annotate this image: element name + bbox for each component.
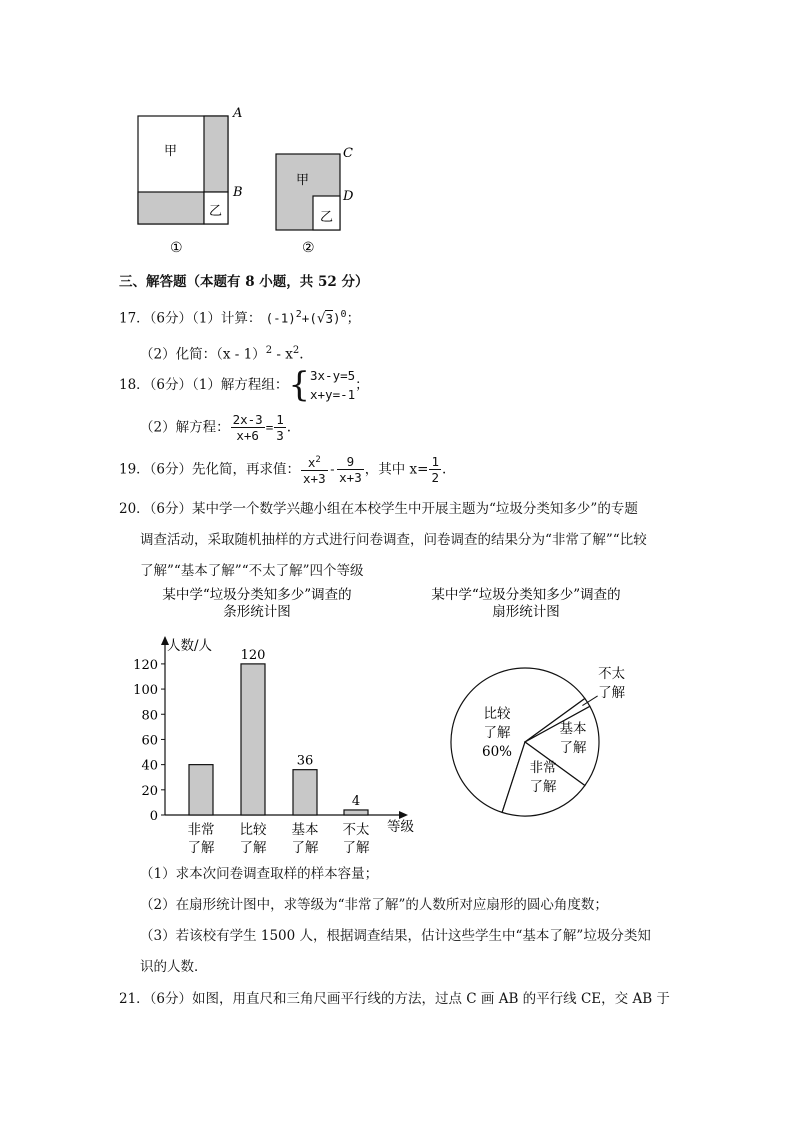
pie-slice-label: 了解 [529, 779, 557, 795]
pie-slice-label: 了解 [483, 725, 511, 741]
q19-f2-num: 9 [337, 454, 364, 470]
q17-part2: （2）化简：（x - 1） [140, 346, 266, 363]
q19-line [119, 453, 446, 486]
pie-slice-label: 不太 [598, 665, 626, 682]
bar [293, 770, 317, 815]
q17-number: 17．（6分）（1）计算： [119, 310, 262, 327]
fig1-label-b: B [233, 185, 243, 200]
category-label-line1: 比较 [239, 822, 267, 838]
bar-chart-title-line2: 条形统计图 [223, 604, 291, 620]
fig2-yi: 乙 [320, 210, 334, 225]
pie-slice-label: 了解 [559, 740, 587, 756]
fig1-shaded-bottom [138, 192, 204, 224]
category-label-line2: 了解 [187, 840, 215, 856]
q18-lhs-den: x+6 [236, 428, 259, 443]
q19-mid: ，其中 x= [364, 461, 429, 478]
bar-chart [125, 580, 430, 860]
q20-sub2: （2）在扇形统计图中，求等级为“非常了解”的人数所对应扇形的圆心角度数； [140, 897, 608, 913]
bar-data-label: 36 [296, 753, 314, 769]
pie-slice-label: 了解 [598, 684, 626, 701]
q20-sub3b: 识的人数． [140, 959, 208, 975]
pie-slice-label: 非常 [529, 760, 557, 776]
q17-part2-exp: 2 [265, 345, 273, 356]
q17-exp2: 0 [340, 309, 347, 320]
bar-chart-xlabel: 等级 [387, 819, 414, 835]
q17-end1: ； [346, 310, 361, 327]
q18-line2 [140, 412, 291, 443]
q17-line1 [119, 305, 360, 329]
q17-expr1: (-1) [265, 310, 296, 326]
y-tick-label: 120 [133, 657, 158, 673]
q19-number: 19．（6分）先化简，再求值： [119, 461, 301, 478]
q18-part2: （2）解方程： [140, 419, 230, 436]
q18-lhs-num: 2x-3 [232, 412, 263, 427]
bar-chart-ylabel: 人数/人 [167, 638, 213, 654]
fig1-shaded-right [204, 116, 228, 192]
square-figures [130, 100, 370, 260]
sqrt-icon: √ [316, 310, 326, 327]
y-tick-label: 40 [141, 758, 158, 774]
y-tick-label: 60 [141, 733, 158, 749]
q18-line1 [119, 366, 369, 408]
q21-line1: 21．（6分）如图，用直尺和三角尺画平行线的方法，过点 C 画 AB 的平行线 CE，交 AB 于 [119, 991, 670, 1007]
bar [189, 765, 213, 815]
y-tick-label: 100 [133, 683, 158, 699]
pie-chart [420, 580, 670, 820]
q19-frac2 [337, 454, 364, 485]
q19-minus: - [328, 461, 337, 477]
q18-number: 18．（6分）（1）解方程组： [119, 377, 289, 393]
q18-end2: . [286, 419, 292, 436]
q17-sqrt-open: ( [309, 310, 317, 326]
q17-part2-end: . [299, 346, 304, 363]
q17-line2 [140, 341, 304, 365]
pie-chart-title-line2: 扇形统计图 [492, 604, 560, 620]
q17-exp1: 2 [295, 309, 302, 320]
q19-f1-num [301, 453, 328, 471]
q19-end: . [441, 461, 447, 478]
category-label-line2: 了解 [342, 840, 370, 856]
pie-slice-label: 基本 [559, 721, 587, 737]
section-header: 三、解答题（本题有 8 小题，共 52 分） [119, 274, 369, 290]
q19-f1-num-base: x [307, 455, 316, 471]
pie-chart-title-line1: 某中学“垃圾分类知多少”调查的 [431, 587, 621, 603]
q18-eq: = [265, 419, 274, 435]
fig2-label-c: C [343, 146, 353, 161]
category-label-line1: 基本 [291, 822, 319, 838]
pie-slice-label: 比较 [483, 706, 511, 722]
bar-chart-yticks [133, 658, 165, 824]
q18-eq1: 3x-y=5 [310, 368, 356, 383]
q19-f1-den: x+3 [303, 471, 326, 487]
category-label-line2: 了解 [239, 840, 267, 856]
q18-system [310, 366, 355, 404]
bar-chart-bars [189, 648, 368, 815]
q18-lhs-frac [231, 412, 265, 443]
bar [344, 810, 368, 815]
fig1-yi: 乙 [209, 204, 223, 219]
bar-chart-categories [188, 821, 370, 856]
fig2-label-d: D [343, 189, 354, 204]
fig2-jia: 甲 [296, 173, 310, 188]
bar-data-label: 120 [240, 647, 266, 663]
q18-eq2: x+y=-1 [310, 387, 356, 402]
y-tick-label: 0 [149, 809, 158, 824]
q19-x-num: 1 [431, 454, 439, 470]
brace-icon: { [288, 365, 310, 405]
category-label-line2: 了解 [291, 840, 319, 856]
q19-f1-num-exp: 2 [315, 455, 321, 465]
q18-rhs-frac [274, 412, 286, 443]
q17-sqrt-close: ) [333, 310, 341, 326]
q20-line3: 了解”“基本了解”“不太了解”四个等级 [140, 563, 364, 579]
q17-part2-exp2: 2 [292, 345, 300, 356]
fig1-jia: 甲 [164, 144, 178, 159]
q20-line2: 调查活动，采取随机抽样的方式进行问卷调查，问卷调查的结果分为“非常了解”“比较 [140, 532, 647, 548]
category-label-line1: 非常 [187, 822, 215, 838]
q18-rhs-num: 1 [276, 412, 284, 427]
q20-line1: 20．（6分）某中学一个数学兴趣小组在本校学生中开展主题为“垃圾分类知多少”的专题 [119, 501, 638, 517]
pie-slice-label: 60% [481, 744, 513, 760]
q20-sub3a: （3）若该校有学生 1500 人，根据调查结果，估计这些学生中“基本了解”垃圾分类知 [140, 928, 651, 944]
q18-end1: ； [355, 377, 369, 393]
x-axis-arrow-icon [399, 811, 408, 819]
q19-f2-den: x+3 [339, 470, 362, 486]
q19-x-den: 2 [431, 470, 439, 486]
y-tick-label: 80 [141, 708, 158, 724]
bar-chart-title-line1: 某中学“垃圾分类知多少”调查的 [162, 587, 352, 603]
q19-frac1 [301, 453, 328, 486]
fig1-caption: ① [170, 240, 183, 256]
q17-part2-tail: - x [272, 346, 293, 363]
q20-sub1: （1）求本次问卷调查取样的样本容量； [140, 866, 379, 882]
y-tick-label: 20 [141, 783, 158, 799]
bar [241, 664, 265, 815]
fig1-label-a: A [233, 106, 243, 121]
q19-xfrac [429, 454, 441, 485]
q17-plus: + [301, 310, 310, 326]
q17-sqrt-val: 3 [325, 310, 333, 326]
fig2-caption: ② [302, 240, 315, 256]
bar-data-label: 4 [351, 793, 361, 809]
q18-rhs-den: 3 [276, 428, 284, 443]
category-label-line1: 不太 [342, 822, 370, 838]
